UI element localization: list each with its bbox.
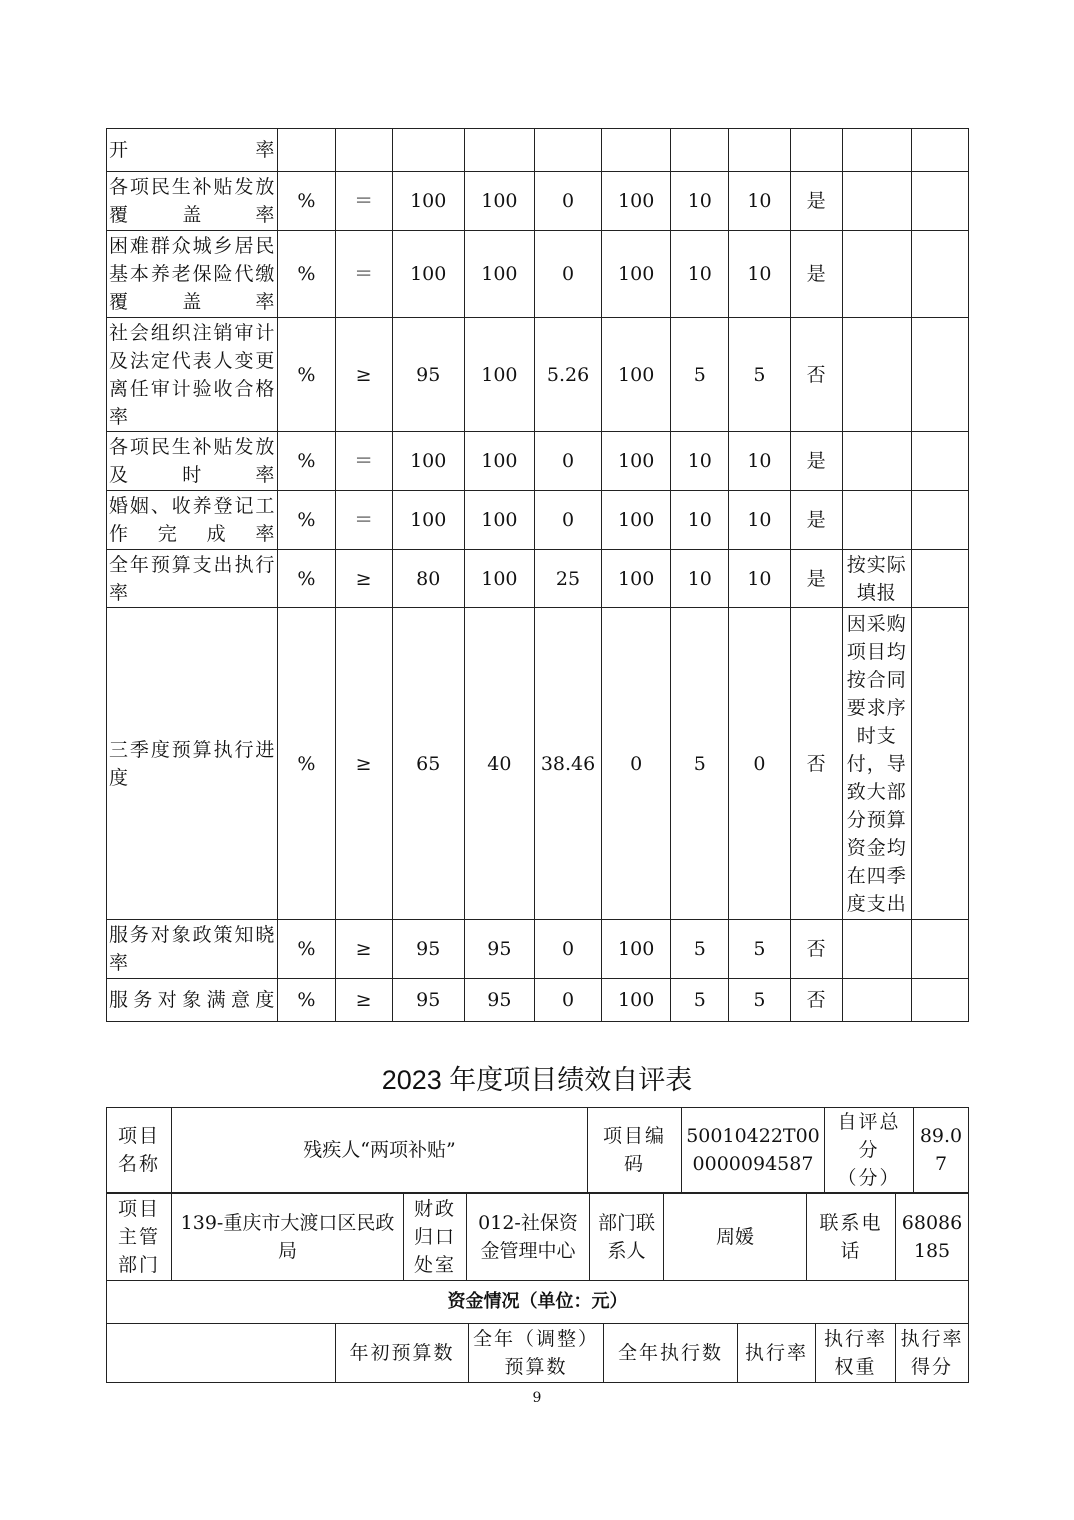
unit <box>278 129 335 172</box>
weight: 10 <box>671 172 729 231</box>
funds-header-row <box>106 1280 969 1324</box>
key-flag: 是 <box>790 172 842 231</box>
key-flag: 是 <box>790 432 842 491</box>
funds-column-header: 执行率得分 <box>896 1324 969 1383</box>
funds-columns-row <box>106 1323 969 1383</box>
table-row <box>107 172 969 231</box>
score-ratio: 0 <box>602 608 671 920</box>
weight: 5 <box>671 608 729 920</box>
weight: 5 <box>671 318 729 432</box>
project-code-label: 项目编码 <box>588 1108 682 1193</box>
score: 5 <box>729 979 790 1022</box>
extra <box>911 231 968 318</box>
operator: ＝ <box>335 432 392 491</box>
extra <box>911 979 968 1022</box>
remark <box>842 491 911 550</box>
extra <box>911 172 968 231</box>
table-row <box>107 550 969 608</box>
table-row <box>107 491 969 550</box>
indicator-name: 服务对象政策知晓率 <box>107 920 278 979</box>
table-row <box>107 129 969 172</box>
target: 65 <box>392 608 464 920</box>
indicator-name: 困难群众城乡居民基本养老保险代缴覆盖率 <box>107 231 278 318</box>
key-flag <box>790 129 842 172</box>
indicator-name: 全年预算支出执行率 <box>107 550 278 608</box>
actual: 100 <box>464 550 534 608</box>
table-row <box>107 608 969 920</box>
contact: 周媛 <box>664 1194 807 1281</box>
performance-indicator-table <box>106 128 969 1022</box>
phone: 68086185 <box>896 1194 969 1281</box>
score: 5 <box>729 318 790 432</box>
table-row <box>107 920 969 979</box>
key-flag: 是 <box>790 491 842 550</box>
unit: % <box>278 491 335 550</box>
remark <box>842 318 911 432</box>
table-row <box>107 231 969 318</box>
score-ratio: 100 <box>602 231 671 318</box>
weight <box>671 129 729 172</box>
key-flag: 否 <box>790 979 842 1022</box>
weight: 5 <box>671 979 729 1022</box>
target: 95 <box>392 920 464 979</box>
page-number: 9 <box>532 1390 542 1406</box>
indicator-name: 各项民生补贴发放覆盖率 <box>107 172 278 231</box>
deviation <box>534 129 601 172</box>
funds-header: 资金情况（单位：元） <box>107 1281 969 1324</box>
deviation: 0 <box>534 231 601 318</box>
score: 10 <box>729 231 790 318</box>
finance-label: 财政归口处室 <box>404 1194 467 1281</box>
operator: ≥ <box>335 318 392 432</box>
funds-column-header: 执行率权重 <box>816 1324 896 1383</box>
deviation: 0 <box>534 979 601 1022</box>
unit: % <box>278 231 335 318</box>
deviation: 25 <box>534 550 601 608</box>
key-flag: 是 <box>790 550 842 608</box>
deviation: 0 <box>534 432 601 491</box>
deviation: 38.46 <box>534 608 601 920</box>
indicator-name: 婚姻、收养登记工作完成率 <box>107 491 278 550</box>
actual <box>464 129 534 172</box>
indicator-name: 开率 <box>107 129 278 172</box>
extra <box>911 920 968 979</box>
deviation: 0 <box>534 491 601 550</box>
weight: 10 <box>671 550 729 608</box>
target: 100 <box>392 491 464 550</box>
table-row <box>107 432 969 491</box>
score: 89.07 <box>914 1108 969 1193</box>
unit: % <box>278 979 335 1022</box>
actual: 100 <box>464 318 534 432</box>
extra <box>911 318 968 432</box>
operator: ＝ <box>335 231 392 318</box>
target: 100 <box>392 231 464 318</box>
score-label: 自评总分（分） <box>825 1108 914 1193</box>
remark <box>842 920 911 979</box>
score: 5 <box>729 920 790 979</box>
actual: 100 <box>464 172 534 231</box>
score: 10 <box>729 172 790 231</box>
weight: 10 <box>671 432 729 491</box>
extra <box>911 608 968 920</box>
actual: 100 <box>464 491 534 550</box>
actual: 100 <box>464 432 534 491</box>
form-title: 2023 年度项目绩效自评表 <box>381 1065 693 1095</box>
indicator-name: 各项民生补贴发放及时率 <box>107 432 278 491</box>
indicator-name: 三季度预算执行进度 <box>107 608 278 920</box>
funds-column-header: 执行率 <box>738 1324 816 1383</box>
project-info-row <box>106 1107 969 1193</box>
score-ratio: 100 <box>602 432 671 491</box>
table-row <box>107 318 969 432</box>
score: 10 <box>729 491 790 550</box>
weight: 10 <box>671 491 729 550</box>
dept-label: 项目主管部门 <box>107 1194 172 1281</box>
extra <box>911 432 968 491</box>
score-ratio: 100 <box>602 979 671 1022</box>
extra <box>911 550 968 608</box>
indicator-name: 服务对象满意度 <box>107 979 278 1022</box>
remark <box>842 129 911 172</box>
remark: 因采购项目均按合同要求序时支付，导致大部分预算资金均在四季度支出 <box>842 608 911 920</box>
score-ratio: 100 <box>602 920 671 979</box>
dept: 139-重庆市大渡口区民政局 <box>172 1194 404 1281</box>
score: 0 <box>729 608 790 920</box>
finance: 012-社保资金管理中心 <box>467 1194 590 1281</box>
funds-column-header: 年初预算数 <box>336 1324 469 1383</box>
project-code: 50010422T000000094587 <box>682 1108 825 1193</box>
unit: % <box>278 550 335 608</box>
deviation: 0 <box>534 920 601 979</box>
actual: 40 <box>464 608 534 920</box>
weight: 10 <box>671 231 729 318</box>
funds-column-header: 全年执行数 <box>604 1324 738 1383</box>
funds-column-header: 全年（调整）预算数 <box>469 1324 604 1383</box>
unit: % <box>278 172 335 231</box>
remark <box>842 432 911 491</box>
target: 95 <box>392 979 464 1022</box>
operator: ＝ <box>335 172 392 231</box>
remark: 按实际填报 <box>842 550 911 608</box>
remark <box>842 231 911 318</box>
score-ratio: 100 <box>602 172 671 231</box>
operator: ≥ <box>335 550 392 608</box>
remark <box>842 172 911 231</box>
operator <box>335 129 392 172</box>
score <box>729 129 790 172</box>
deviation: 0 <box>534 172 601 231</box>
target: 100 <box>392 172 464 231</box>
deviation: 5.26 <box>534 318 601 432</box>
funds-column-header <box>107 1324 336 1383</box>
indicator-name: 社会组织注销审计及法定代表人变更离任审计验收合格率 <box>107 318 278 432</box>
weight: 5 <box>671 920 729 979</box>
contact-label: 部门联系人 <box>590 1194 664 1281</box>
operator: ≥ <box>335 920 392 979</box>
score: 10 <box>729 432 790 491</box>
target: 80 <box>392 550 464 608</box>
operator: ≥ <box>335 608 392 920</box>
unit: % <box>278 432 335 491</box>
unit: % <box>278 318 335 432</box>
extra <box>911 491 968 550</box>
target <box>392 129 464 172</box>
target: 95 <box>392 318 464 432</box>
key-flag: 否 <box>790 920 842 979</box>
phone-label: 联系电话 <box>807 1194 896 1281</box>
key-flag: 是 <box>790 231 842 318</box>
key-flag: 否 <box>790 318 842 432</box>
score-ratio: 100 <box>602 550 671 608</box>
remark <box>842 979 911 1022</box>
score-ratio: 100 <box>602 318 671 432</box>
table-row <box>107 979 969 1022</box>
unit: % <box>278 608 335 920</box>
score-ratio: 100 <box>602 491 671 550</box>
target: 100 <box>392 432 464 491</box>
operator: ≥ <box>335 979 392 1022</box>
score: 10 <box>729 550 790 608</box>
actual: 95 <box>464 979 534 1022</box>
actual: 95 <box>464 920 534 979</box>
department-row <box>106 1193 969 1281</box>
extra <box>911 129 968 172</box>
score-ratio <box>602 129 671 172</box>
unit: % <box>278 920 335 979</box>
actual: 100 <box>464 231 534 318</box>
key-flag: 否 <box>790 608 842 920</box>
project-name: 残疾人“两项补贴” <box>172 1108 588 1193</box>
project-name-label: 项目名称 <box>107 1108 172 1193</box>
operator: ＝ <box>335 491 392 550</box>
